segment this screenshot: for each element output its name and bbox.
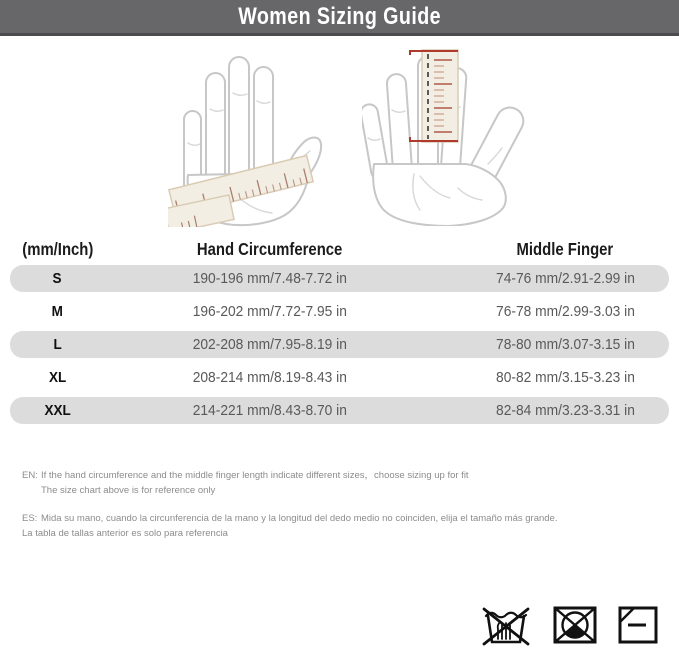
note-line: La tabla de tallas anterior es solo para referencia (22, 528, 228, 539)
size-label: XXL (44, 402, 71, 419)
middle-finger-value: 76-78 mm/2.99-3.03 in (495, 303, 635, 320)
hand-circumference-value: 202-208 mm/7.95-8.19 in (192, 336, 348, 353)
title-bar (0, 0, 679, 36)
middle-finger-value: 78-80 mm/3.07-3.15 in (495, 336, 635, 353)
table-row-m (10, 298, 669, 325)
size-label: XL (48, 369, 67, 386)
do-not-wash-icon (477, 603, 535, 647)
hand-circumference-value: 196-202 mm/7.72-7.95 in (192, 303, 348, 320)
care-symbols (477, 603, 661, 647)
page-title: Women Sizing Guide (238, 2, 441, 30)
table-row-xl (10, 364, 669, 391)
table-row-s (10, 265, 669, 292)
table-header-row (10, 236, 669, 262)
dry-flat-in-shade-icon (615, 603, 661, 647)
size-label: L (53, 336, 62, 353)
table-row-xxl (10, 397, 669, 424)
note-line: Mida su mano, cuando la circunferencia de la mano y la longitud del dedo medio no coinciden, elija el tamaño más grande. (41, 513, 558, 524)
note-language-label: EN: (22, 470, 38, 481)
note-line: If the hand circumference and the middle finger length indicate different sizes，choose sizing up for fit (41, 470, 469, 481)
note-english (22, 468, 667, 498)
size-label: S (52, 270, 62, 287)
column-header-hand-circumference: Hand Circumference (197, 238, 343, 259)
table-row-l (10, 331, 669, 358)
column-header-middle-finger: Middle Finger (516, 238, 614, 259)
do-not-tumble-dry-icon (548, 603, 602, 647)
hand-circumference-value: 190-196 mm/7.48-7.72 in (192, 270, 348, 287)
middle-finger-value: 74-76 mm/2.91-2.99 in (495, 270, 635, 287)
size-label: M (51, 303, 64, 320)
note-line: The size chart above is for reference only (41, 485, 216, 496)
hand-circumference-value: 208-214 mm/8.19-8.43 in (192, 369, 348, 386)
hand-circumference-illustration (168, 47, 333, 227)
middle-finger-illustration (362, 46, 534, 226)
hand-circumference-value: 214-221 mm/8.43-8.70 in (192, 402, 348, 419)
middle-finger-value: 82-84 mm/3.23-3.31 in (495, 402, 635, 419)
note-spanish (22, 511, 667, 541)
middle-finger-value: 80-82 mm/3.15-3.23 in (495, 369, 635, 386)
note-language-label: ES: (22, 513, 38, 524)
column-header-size: (mm/Inch) (21, 238, 94, 259)
size-table (10, 236, 669, 430)
